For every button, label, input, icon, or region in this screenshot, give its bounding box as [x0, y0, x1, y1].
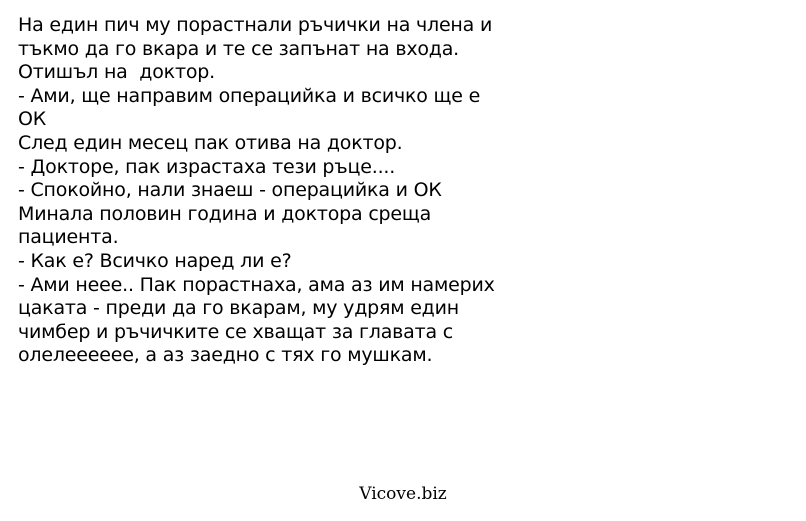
joke-line: тъкмо да го вкара и те се запънат на входа.	[18, 37, 460, 60]
joke-line: пациента.	[18, 226, 119, 249]
joke-line: След един месец пак отива на доктор.	[18, 131, 403, 154]
joke-line: На един пич му порастнали ръчички на члена и	[18, 14, 493, 36]
joke-text	[18, 14, 578, 368]
joke-line: ОК	[18, 108, 47, 131]
joke-line: - Докторе, пак израстаха тези ръце....	[18, 155, 396, 178]
joke-line: - Ами, ще направим операцийка и всичко ще е	[18, 84, 481, 107]
joke-line: чимбер и ръчичките се хващат за главата с	[18, 320, 454, 343]
joke-line: - Как е? Всичко наред ли е?	[18, 249, 292, 272]
joke-line: цаката - преди да го вкарам, му удрям един	[18, 297, 459, 320]
joke-line: - Ами нeee.. Пак порастнаха, ама аз им намерих	[18, 273, 495, 296]
joke-line: Минала половин година и доктора среща	[18, 202, 432, 225]
joke-line: олелеееeeе, а аз заедно с тях го мушкам.	[18, 344, 433, 367]
site-watermark: Vicove.biz	[359, 484, 447, 504]
joke-line: Отишъл на доктор.	[18, 61, 215, 84]
joke-line: - Спокойно, нали знаеш - операцийка и ОК	[18, 179, 442, 202]
